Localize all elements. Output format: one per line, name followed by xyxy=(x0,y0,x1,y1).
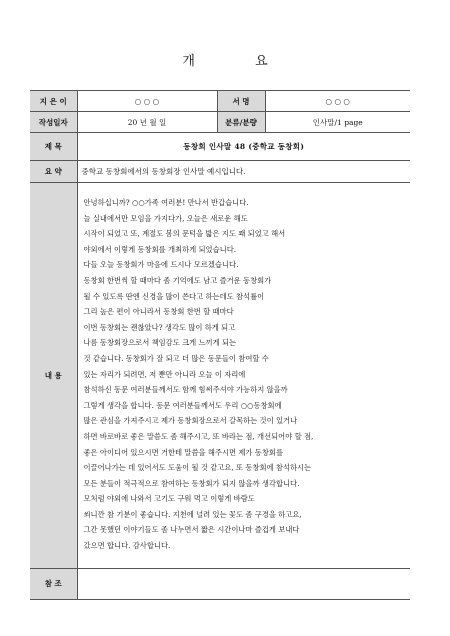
title-value[interactable]: ○ ○ ○ xyxy=(265,91,410,112)
category-label: 분류/분량 xyxy=(217,112,265,133)
summary-value[interactable]: 중학교 동창회에서의 동창회장 인사말 예시입니다. xyxy=(77,161,410,183)
reference-label: 참 조 xyxy=(30,568,77,599)
content-line: 참석하신 동문 여러분들께서도 함께 힘써주셔야 가능하지 않을까 xyxy=(83,385,288,395)
content-line: 안녕하십니까? ○○가족 여러분! 만나서 반갑습니다. xyxy=(83,198,249,207)
summary-label: 요 약 xyxy=(30,161,77,183)
content-line: 될 수 있도록 딴엔 신경을 많이 쓴다고 하는데도 참석률이 xyxy=(83,291,265,301)
reference-value[interactable] xyxy=(77,568,410,599)
content-line: 것 같습니다. 동창회가 잘 되고 더 많은 동문들이 참여할 수 xyxy=(83,353,269,363)
content-line: 그리 높은 편이 아니라서 동창회 한번 할 때마다 xyxy=(83,307,234,317)
content-cell[interactable] xyxy=(77,183,410,569)
content-line: 하면 바로바로 좋은 말씀도 좀 해주시고, 또 바라는 점, 개선되어야 할 점, xyxy=(83,431,314,441)
content-line: 좋은 아이디어 있으시면 거한테 말씀을 해주시면 제가 동창회를 xyxy=(83,447,284,457)
content-line: 있는 자리가 되려면, 저 뿐만 아니라 오늘 이 자리에 xyxy=(83,369,246,379)
content-line: 늘 실내에서만 모임을 가지다가, 오늘은 새로운 해도 xyxy=(83,213,248,223)
subject-value[interactable]: 동창회 인사말 48 (중학교 동창회) xyxy=(77,133,410,161)
content-line: 다들 오늘 동창회가 마음에 드시나 모르겠습니다. xyxy=(83,260,239,270)
content-line: 많은 관심을 가져주시고 제가 동창회장으로서 갈목하는 것이 있거나 xyxy=(83,416,298,426)
page-title: 개 요 xyxy=(182,54,296,69)
content-line: 모처럼 야외에 나와서 고기도 구워 먹고 이렇게 바람도 xyxy=(83,494,255,504)
content-line: 모든 분들이 적극적으로 참여하는 동창회가 되지 않을까 생각합니다. xyxy=(83,478,300,488)
summary-row xyxy=(30,161,410,183)
content-line: 나름 동창회장으로서 책임감도 크게 느끼게 되는 xyxy=(83,338,237,348)
subject-row xyxy=(30,133,410,161)
content-line: 갔으면 합니다. 감사합니다. xyxy=(83,541,171,551)
content-line: 시작이 되었고 또, 계절도 봄의 문턱을 밟은 지도 꽤 되었고 해서 xyxy=(83,229,286,239)
document-form xyxy=(30,90,410,600)
content-line: 그간 못했던 이야기들도 좀 나누면서 짧은 시간이나마 즐겁게 보내다 xyxy=(83,525,300,535)
author-row xyxy=(30,91,410,112)
content-line: 야외에서 이렇게 동창회를 개최하게 되었습니다. xyxy=(83,244,237,254)
date-value[interactable]: 20 년 월 일 xyxy=(77,112,217,133)
date-row xyxy=(30,112,410,133)
category-value[interactable]: 인사말/1 page xyxy=(265,112,410,133)
author-value[interactable]: ○ ○ ○ xyxy=(77,91,217,112)
content-line: 쐬니깐 참 기분이 좋습니다. 지천에 널려 있는 꽃도 좀 구경을 하고요, xyxy=(83,509,302,519)
subject-label: 제 목 xyxy=(30,133,77,161)
date-label: 작성일자 xyxy=(30,112,77,133)
content-line: 그렇게 생각을 합니다. 동문 여러분들께서도 우리 ○○동창회에 xyxy=(83,400,282,410)
content-line: 이번 동창회는 괜찮았나? 생각도 많이 하게 되고 xyxy=(83,322,236,332)
content-line: 이끌어나가는 데 있어서도 도움이 될 것 같고요, 또 동창회에 참석하시는 xyxy=(83,463,312,473)
content-body xyxy=(82,183,407,568)
content-label: 내 용 xyxy=(30,183,77,569)
title-label: 서 명 xyxy=(217,91,265,112)
reference-row xyxy=(30,568,410,599)
content-row xyxy=(30,183,410,569)
content-line: 동창회 한번씩 할 때마다 좀 기억에도 남고 즐거운 동창회가 xyxy=(83,275,272,285)
author-label: 지 은 이 xyxy=(30,91,77,112)
